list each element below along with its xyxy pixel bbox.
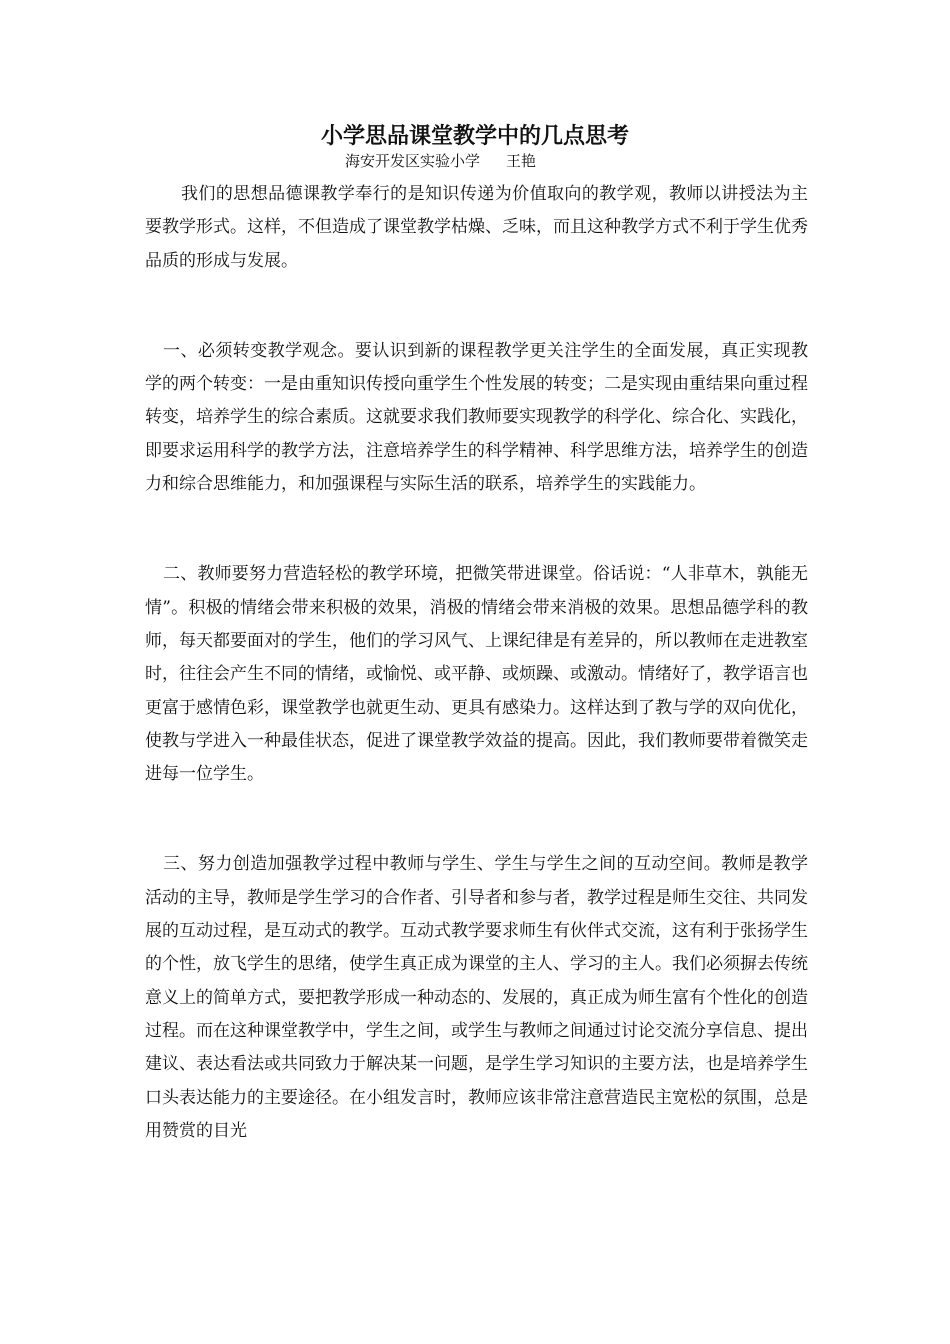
- byline: [345, 151, 536, 171]
- paragraph-spacer: [145, 278, 808, 335]
- author-name: 王艳: [506, 152, 537, 170]
- school-name: 海安开发区实验小学: [345, 152, 481, 170]
- document-body: [145, 178, 808, 1148]
- paragraph-section-3: 三、努力创造加强教学过程中教师与学生、学生与学生之间的互动空间。教师是教学活动的主导，教师是学生学习的合作者、引导者和参与者，教学过程是师生交往、共同发展的互动过程，是互动式的教学。互动式教学要求师生有伙伴式交流，这有利于张扬学生的个性，放飞学生的思绪，使学生真正成为课堂的主人、学习的主人。我们必须摒去传统意义上的简单方式，要把教学形成一种动态的、发展的，真正成为师生富有个性化的创造过程。而在这种课堂教学中，学生之间，或学生与教师之间通过讨论交流分享信息、提出建议、表达看法或共同致力于解决某一问题，是学生学习知识的主要方法，也是培养学生口头表达能力的主要途径。在小组发言时，教师应该非常注意营造民主宽松的氛围，总是用赞赏的目光: [145, 854, 808, 1141]
- paragraph-spacer: [145, 791, 808, 848]
- paragraph-spacer: [145, 501, 808, 558]
- paragraph-intro: 我们的思想品德课教学奉行的是知识传递为价值取向的教学观，教师以讲授法为主要教学形式。这样，不但造成了课堂教学枯燥、乏味，而且这种教学方式不利于学生优秀品质的形成与发展。: [145, 184, 808, 271]
- paragraph-section-2: 二、教师要努力营造轻松的教学环境，把微笑带进课堂。俗话说：“人非草木，孰能无情”。积极的情绪会带来积极的效果，消极的情绪会带来消极的效果。思想品德学科的教师，每天都要面对的学生，他们的学习风气、上课纪律是有差异的，所以教师在走进教室时，往往会产生不同的情绪，或愉悦、或平静、或烦躁、或激动。情绪好了，教学语言也更富于感情色彩，课堂教学也就更生动、更具有感染力。这样达到了教与学的双向优化，使教与学进入一种最佳状态，促进了课堂教学效益的提高。因此，我们教师要带着微笑走进每一位学生。: [145, 564, 808, 785]
- paragraph-section-1: 一、必须转变教学观念。要认识到新的课程教学更关注学生的全面发展，真正实现教学的两个转变：一是由重知识传授向重学生个性发展的转变；二是实现由重结果向重过程转变，培养学生的综合素质。这就要求我们教师要实现教学的科学化、综合化、实践化，即要求运用科学的教学方法，注意培养学生的科学精神、科学思维方法，培养学生的创造力和综合思维能力，和加强课程与实际生活的联系，培养学生的实践能力。: [145, 340, 808, 495]
- document-title: 小学思品课堂教学中的几点思考: [320, 123, 629, 149]
